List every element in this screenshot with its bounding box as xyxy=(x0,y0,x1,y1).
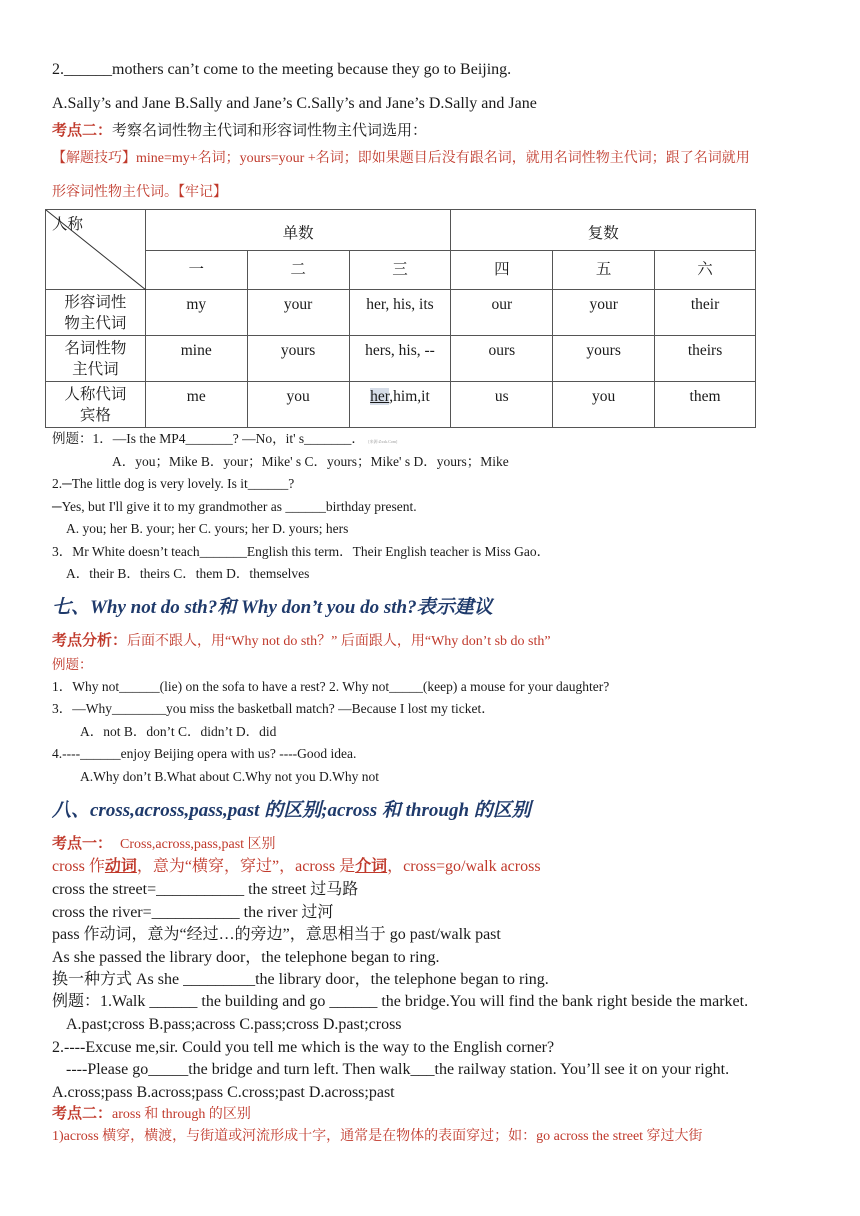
person-4: 四 xyxy=(451,251,553,290)
table-cell: her, his, its xyxy=(349,290,451,336)
table-cell: them xyxy=(655,382,756,428)
person-5: 五 xyxy=(553,251,655,290)
table-cell: us xyxy=(451,382,553,428)
section-7-example-label: 例题： xyxy=(52,657,93,672)
cross-river-line: cross the river=___________ the river 过河 xyxy=(52,904,334,921)
analysis-title: 考点分析： xyxy=(52,633,128,649)
corner-label: 人称 xyxy=(52,216,84,233)
point-1-desc: Cross,across,pass,past 区别 xyxy=(120,837,276,852)
section-8-example-2-a: 2.----Excuse me,sir. Could you tell me which is the way to the English corner? xyxy=(52,1039,555,1056)
across-definition: 1)across 横穿，横渡，与街道或河流形成十字，通常是在物体的表面穿过；如：go across the street 穿过大街 xyxy=(52,1129,703,1144)
section-8-point-2 xyxy=(52,1106,251,1123)
point-2-line xyxy=(52,123,427,140)
section-8-example-2-options: A.cross;pass B.across;pass C.cross;past D.across;past xyxy=(52,1084,395,1101)
section-7-q3: 3．—Why________you miss the basketball match? —Because I lost my ticket． xyxy=(52,701,495,716)
table-cell: yours xyxy=(247,336,349,382)
point-1-title: 考点一： xyxy=(52,836,113,852)
pass-rewrite: 换一种方式 As she _________the library door，the telephone began to ring. xyxy=(52,971,549,988)
tip-line-2: 形容词性物主代词。【牢记】 xyxy=(52,185,227,200)
pass-example: As she passed the library door，the telephone began to ring. xyxy=(52,949,440,966)
section-8-example-1-options: A.past;cross B.pass;across C.pass;cross D.past;cross xyxy=(66,1016,402,1033)
row-label: 人称代词 宾格 xyxy=(46,382,146,428)
table-cell: mine xyxy=(145,336,247,382)
highlighted-word: her xyxy=(370,388,390,405)
section-8-example-2-b: ----Please go_____the bridge and turn left. Then walk___the railway station. You’ll see it on your right. xyxy=(66,1061,730,1078)
example-2-question-a: 2.─The little dog is very lovely. Is it______? xyxy=(52,476,295,491)
singular-header: 单数 xyxy=(145,210,451,251)
table-cell: your xyxy=(247,290,349,336)
table-row xyxy=(46,382,756,428)
table-cell: yours xyxy=(553,336,655,382)
table-cell: my xyxy=(145,290,247,336)
plural-header: 复数 xyxy=(451,210,756,251)
section-7-q3-options: A．not B．don’t C．didn’t D．did xyxy=(80,724,277,739)
table-cell: our xyxy=(451,290,553,336)
cross-street-line: cross the street=___________ the street 过马路 xyxy=(52,881,359,898)
table-cell: ours xyxy=(451,336,553,382)
table-row xyxy=(46,290,756,336)
table-cell: your xyxy=(553,290,655,336)
person-6: 六 xyxy=(655,251,756,290)
section-7-analysis xyxy=(52,633,551,650)
example-1-options: A．you；Mike B．your；Mike' s C．yours；Mike' s D．yours；Mike xyxy=(112,454,509,469)
point-2b-title: 考点二： xyxy=(52,1106,113,1122)
table-row xyxy=(46,336,756,382)
tip-line-1: 【解题技巧】mine=my+名词；yours=your +名词；即如果题目后没有跟名词，就用名词性物主代词；跟了名词就用 xyxy=(52,151,750,166)
example-3-question: 3．Mr White doesn’t teach_______English this term．Their English teacher is Miss Gao． xyxy=(52,544,551,559)
person-2: 二 xyxy=(247,251,349,290)
table-cell: you xyxy=(553,382,655,428)
person-1: 一 xyxy=(145,251,247,290)
cross-definition: cross 作动词，意为“横穿，穿过”，across 是介词，cross=go/walk across xyxy=(52,858,541,875)
question-2-text: 2.______mothers can’t come to the meeting because they go to Beijing. xyxy=(52,61,512,78)
point-2-title: 考点二： xyxy=(52,123,113,139)
example-2-question-b: ─Yes, but I'll give it to my grandmother as ______birthday present. xyxy=(52,499,417,514)
table-cell: theirs xyxy=(655,336,756,382)
point-2b-desc: aross 和 through 的区别 xyxy=(112,1107,251,1122)
section-8-example-1: 例题：1.Walk ______ the building and go ______ the bridge.You will find the bank right beside the market. xyxy=(52,993,749,1010)
example-3-options: A．their B．theirs C．them D．themselves xyxy=(66,566,310,581)
source-mark: [来源:Zxxk.Com] xyxy=(368,439,398,444)
section-7-q4: 4.----______enjoy Beijing opera with us? ----Good idea. xyxy=(52,746,357,761)
table-cell: you xyxy=(247,382,349,428)
row-label: 形容词性 物主代词 xyxy=(46,290,146,336)
pass-definition: pass 作动词，意为“经过…的旁边”，意思相当于 go past/walk past xyxy=(52,926,501,943)
section-7-q4-options: A.Why don’t B.What about C.Why not you D.Why not xyxy=(80,769,379,784)
person-3: 三 xyxy=(349,251,451,290)
section-8-heading: 八、cross,across,pass,past 的区别;across 和 through 的区别 xyxy=(52,800,531,821)
row-label: 名词性物 主代词 xyxy=(46,336,146,382)
question-2-options: A.Sally’s and Jane B.Sally and Jane’s C.Sally’s and Jane’s D.Sally and Jane xyxy=(52,95,537,112)
section-7-q1: 1．Why not______(lie) on the sofa to have a rest? 2. Why not_____(keep) a mouse for your daughter? xyxy=(52,679,610,694)
analysis-text: 后面不跟人，用“Why not do sth？” 后面跟人，用“Why don’t sb do sth” xyxy=(127,634,551,649)
table-cell: their xyxy=(655,290,756,336)
section-8-point-1 xyxy=(52,836,276,853)
example-2-options: A. you; her B. your; her C. yours; her D. yours; hers xyxy=(66,521,349,536)
table-cell: hers, his, -- xyxy=(349,336,451,382)
pronoun-table xyxy=(45,209,756,428)
table-cell: her,him,it xyxy=(349,382,451,428)
example-1-question: 例题：1．—Is the MP4_______? —No，it' s_______． [来源:Zxxk.Com] xyxy=(52,431,398,446)
section-7-heading: 七、Why not do sth?和 Why don’t you do sth?表示建议 xyxy=(52,597,493,618)
table-corner-cell xyxy=(46,210,146,290)
point-2-desc: 考察名词性物主代词和形容词性物主代词选用： xyxy=(112,123,428,139)
table-cell: me xyxy=(145,382,247,428)
